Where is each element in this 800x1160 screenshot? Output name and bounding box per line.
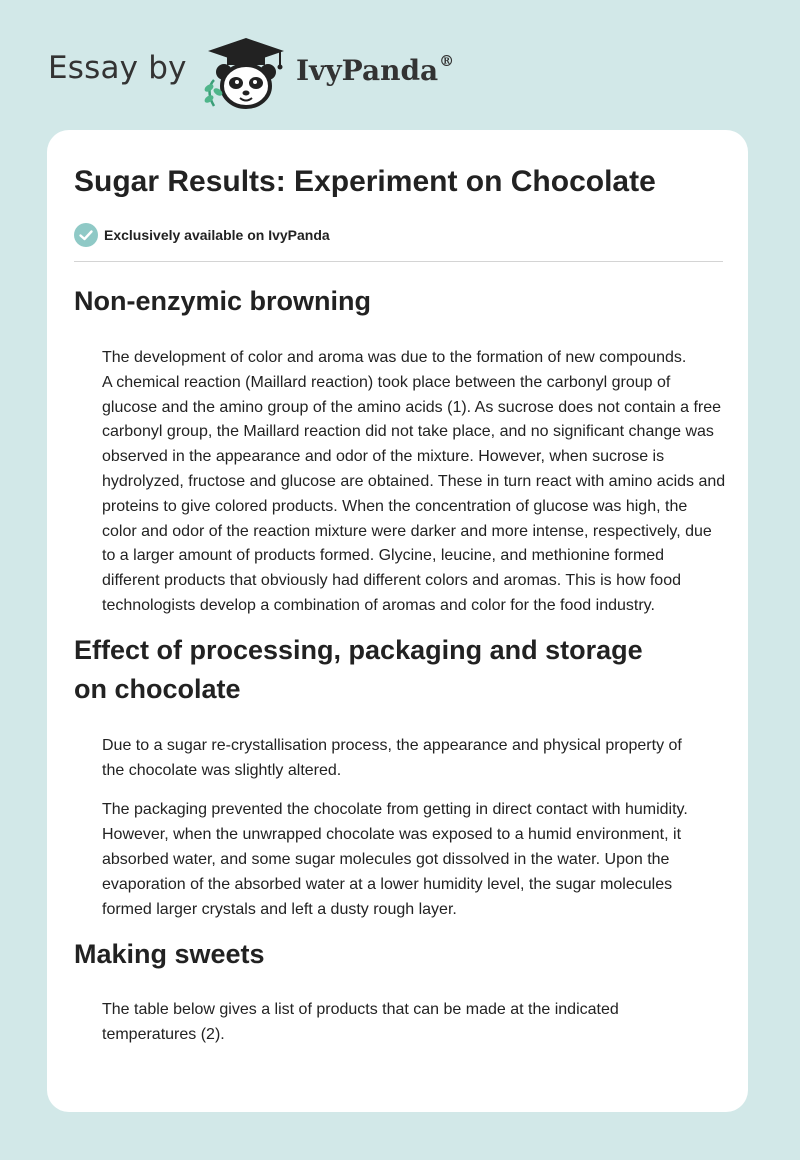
title-divider <box>74 261 723 262</box>
section-heading: Making sweets <box>74 939 265 970</box>
exclusive-badge-text: Exclusively available on IvyPanda <box>104 227 330 243</box>
article-title: Sugar Results: Experiment on Chocolate <box>74 165 656 198</box>
section-heading: Effect of processing, packaging and storage on chocolate <box>74 634 643 704</box>
paragraph: The development of color and aroma was due to the formation of new compounds. A chemical reaction (Maillard reaction) took place between the carbonyl group of glucose and the amino group of the amino acids (1). As sucrose does not contain a free carbonyl group, the Maillard reaction did not take place, and no significant change was observed in the appearance and odor of the mixture. However, when sucrose is hydrolyzed, fructose and glucose are obtained. These in turn react with amino acids and proteins to give colored products. When the concentration of glucose was high, the color and odor of the reaction mixture were darker and more intense, respectively, due to a larger amount of products formed. Glycine, leucine, and methionine formed different products that obviously had different colors and aromas. This is how food technologists develop a combination of aromas and color for the food industry. <box>102 349 726 614</box>
article-card <box>47 130 748 1112</box>
exclusive-badge <box>74 223 330 247</box>
brand-prefix: Essay by <box>48 50 187 86</box>
section-heading: Non-enzymic browning <box>74 286 371 316</box>
article-body <box>74 282 724 1048</box>
paragraph: The packaging prevented the chocolate from getting in direct contact with humidity. However, when the unwrapped chocolate was exposed to a humid environment, it absorbed water, and some sugar molecules got dissolved in the water. Upon the evaporation of the absorbed water at a lower humidity level, the sugar molecules formed larger crystals and left a dusty rough layer. <box>102 801 688 918</box>
site-header <box>0 0 800 130</box>
paragraph: The table below gives a list of products that can be made at the indicated temperatures (2). <box>102 1001 619 1044</box>
panda-logo-icon[interactable] <box>200 36 292 110</box>
paragraph: Due to a sugar re-crystallisation process, the appearance and physical property of the chocolate was slightly altered. <box>102 736 682 779</box>
check-circle-icon <box>74 223 98 247</box>
brand-name: IvyPanda® <box>296 52 455 87</box>
